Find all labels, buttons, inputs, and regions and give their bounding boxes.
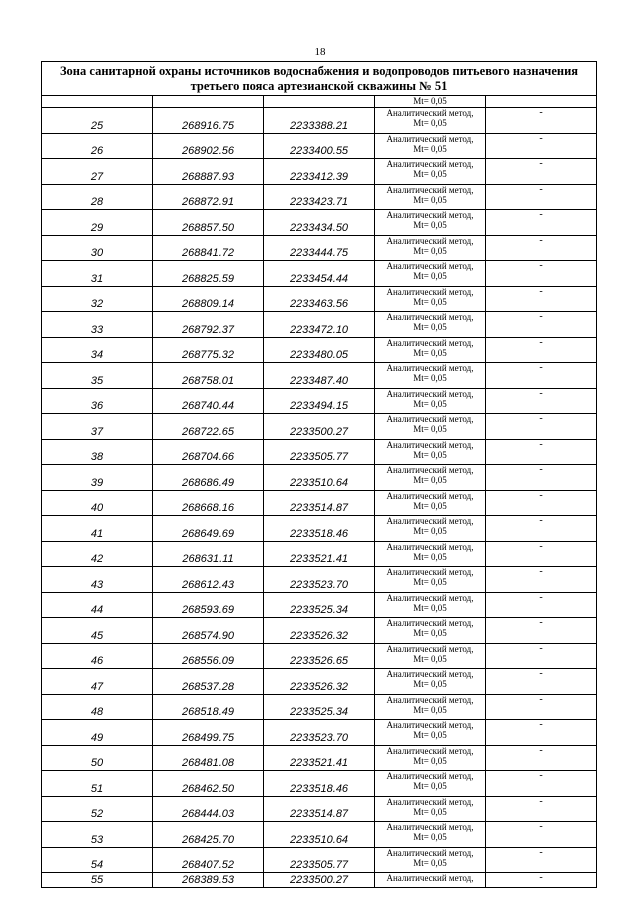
point-number: 38 [42,439,153,465]
point-number: 55 [42,873,153,888]
coordinate-x: 268481.08 [153,745,264,771]
cell-x [153,96,264,108]
method-precision: Mt= 0,05 [413,296,447,307]
coordinate-x: 268389.53 [153,873,264,888]
point-number: 53 [42,822,153,848]
accuracy-cell: - [486,490,597,516]
title-line-2: третьего пояса артезианской скважины № 51 [190,78,448,93]
point-number: 29 [42,210,153,236]
point-number: 28 [42,184,153,210]
method-name: Аналитический метод, [386,618,474,628]
table-row [42,235,597,261]
table-row [42,694,597,720]
method-cell [375,516,486,542]
method-precision: Mt= 0,05 [413,398,447,409]
method-name: Аналитический метод, [386,771,474,781]
accuracy-cell: - [486,261,597,287]
coordinates-table [41,61,597,888]
coordinate-x: 268916.75 [153,108,264,134]
coordinate-y: 2233521.41 [264,541,375,567]
method-precision: Mt= 0,05 [413,730,447,740]
coordinate-y: 2233480.05 [264,337,375,363]
table-row [42,592,597,618]
accuracy-cell: - [486,745,597,771]
method-cell [375,822,486,848]
table-row [42,337,597,363]
method-cell [375,414,486,440]
coordinate-y: 2233500.27 [264,873,375,888]
method-precision: Mt= 0,05 [413,96,447,106]
coordinate-y: 2233454.44 [264,261,375,287]
method-name: Аналитический метод, [386,184,474,195]
method-precision: Mt= 0,05 [413,475,447,485]
method-precision: Mt= 0,05 [413,526,447,536]
accuracy-cell: - [486,567,597,593]
table-row [42,796,597,822]
coordinate-y: 2233518.46 [264,771,375,797]
table-row [42,210,597,236]
method-precision: Mt= 0,05 [413,220,447,230]
coordinate-x: 268593.69 [153,592,264,618]
method-precision: Mt= 0,05 [413,628,447,638]
accuracy-cell: - [486,694,597,720]
table-row [42,643,597,669]
coordinate-x: 268902.56 [153,133,264,159]
accuracy-cell: - [486,439,597,465]
method-cell [375,133,486,159]
coordinate-x: 268407.52 [153,847,264,873]
coordinate-x: 268887.93 [153,159,264,185]
coordinate-y: 2233494.15 [264,388,375,414]
coordinate-x: 268425.70 [153,822,264,848]
table-row [42,745,597,771]
point-number: 32 [42,286,153,312]
method-name: Аналитический метод, [386,439,474,450]
coordinate-x: 268686.49 [153,465,264,491]
point-number: 40 [42,490,153,516]
coordinate-y: 2233444.75 [264,235,375,261]
method-precision: Mt= 0,05 [413,169,447,179]
coordinate-y: 2233400.55 [264,133,375,159]
method-name: Аналитический метод, [386,261,474,271]
method-cell [375,669,486,695]
method-name: Аналитический метод, [386,592,474,603]
method-cell [375,363,486,389]
table-row [42,363,597,389]
coordinate-x: 268556.09 [153,643,264,669]
table-row [42,822,597,848]
method-precision: Mt= 0,05 [413,271,447,281]
accuracy-cell: - [486,618,597,644]
method-precision: Mt= 0,05 [413,704,447,715]
table-row [42,159,597,185]
coordinate-x: 268631.11 [153,541,264,567]
coordinate-y: 2233526.32 [264,669,375,695]
table-row [42,286,597,312]
method-name: Аналитический метод, [386,643,474,654]
point-number: 35 [42,363,153,389]
method-cell [375,465,486,491]
table-row [42,414,597,440]
point-number: 36 [42,388,153,414]
method-precision: Mt= 0,05 [413,832,447,842]
point-number: 33 [42,312,153,338]
cell-y [264,96,375,108]
coordinate-x: 268825.59 [153,261,264,287]
table-row [42,184,597,210]
method-cell [375,618,486,644]
point-number: 45 [42,618,153,644]
table-row [42,388,597,414]
method-name: Аналитический метод, [386,745,474,756]
method-name: Аналитический метод, [386,235,474,246]
coordinate-x: 268462.50 [153,771,264,797]
table-row [42,439,597,465]
cell-num [42,96,153,108]
accuracy-cell: - [486,159,597,185]
method-precision: Mt= 0,05 [413,781,447,791]
method-cell [375,567,486,593]
table-body [42,62,597,888]
coordinate-x: 268841.72 [153,235,264,261]
method-precision: Mt= 0,05 [413,602,447,613]
point-number: 50 [42,745,153,771]
coordinate-y: 2233388.21 [264,108,375,134]
method-precision: Mt= 0,05 [413,373,447,383]
accuracy-cell: - [486,847,597,873]
coordinate-x: 268857.50 [153,210,264,236]
table-title [42,62,597,96]
table-row [42,312,597,338]
accuracy-cell: - [486,873,597,888]
cell-method [375,96,486,108]
method-name: Аналитический метод, [386,567,474,577]
accuracy-cell: - [486,235,597,261]
coordinate-y: 2233463.56 [264,286,375,312]
table-row [42,541,597,567]
method-name: Аналитический метод, [386,490,474,501]
table-row [42,108,597,134]
coordinate-x: 268537.28 [153,669,264,695]
accuracy-cell: - [486,643,597,669]
coordinate-y: 2233505.77 [264,439,375,465]
table-row [42,133,597,159]
accuracy-cell: - [486,516,597,542]
method-cell [375,159,486,185]
accuracy-cell: - [486,414,597,440]
coordinate-y: 2233423.71 [264,184,375,210]
point-number: 51 [42,771,153,797]
method-cell [375,541,486,567]
method-cell [375,388,486,414]
point-number: 25 [42,108,153,134]
method-precision: Mt= 0,05 [413,118,447,128]
accuracy-cell: - [486,363,597,389]
coordinate-x: 268740.44 [153,388,264,414]
table-row [42,261,597,287]
method-precision: Mt= 0,05 [413,424,447,434]
method-cell [375,235,486,261]
accuracy-cell: - [486,541,597,567]
title-line-1: Зона санитарной охраны источников водоснабжения и водопроводов питьевого назначения [59,63,579,78]
accuracy-cell: - [486,108,597,134]
point-number: 46 [42,643,153,669]
method-precision: Mt= 0,05 [413,755,447,766]
coordinate-x: 268518.49 [153,694,264,720]
point-number: 37 [42,414,153,440]
point-number: 47 [42,669,153,695]
coordinate-y: 2233487.40 [264,363,375,389]
table-row [42,847,597,873]
method-precision: Mt= 0,05 [413,245,447,256]
method-cell [375,796,486,822]
method-cell [375,771,486,797]
method-cell [375,873,486,888]
accuracy-cell: - [486,796,597,822]
table-row [42,720,597,746]
table-row [42,490,597,516]
method-name: Аналитический метод, [386,108,474,118]
method-name: Аналитический метод, [386,669,474,679]
coordinate-y: 2233526.65 [264,643,375,669]
method-name: Аналитический метод, [386,516,474,526]
coordinate-x: 268704.66 [153,439,264,465]
method-precision: Mt= 0,05 [413,857,447,868]
accuracy-cell: - [486,133,597,159]
coordinate-y: 2233412.39 [264,159,375,185]
method-cell [375,439,486,465]
coordinate-x: 268668.16 [153,490,264,516]
method-cell [375,286,486,312]
method-name: Аналитический метод, [386,159,474,169]
coordinate-x: 268758.01 [153,363,264,389]
continuation-row [42,96,597,108]
coordinate-y: 2233505.77 [264,847,375,873]
method-name: Аналитический метод, [386,286,474,297]
method-cell [375,312,486,338]
method-name: Аналитический метод, [386,465,474,475]
method-precision: Mt= 0,05 [413,322,447,332]
method-precision: Mt= 0,05 [413,653,447,664]
method-name: Аналитический метод, [386,873,474,883]
point-number: 42 [42,541,153,567]
method-cell [375,847,486,873]
coordinate-y: 2233514.87 [264,796,375,822]
accuracy-cell: - [486,286,597,312]
method-precision: Mt= 0,05 [413,449,447,460]
method-name: Аналитический метод, [386,796,474,807]
coordinate-y: 2233523.70 [264,720,375,746]
coordinate-x: 268444.03 [153,796,264,822]
method-cell [375,592,486,618]
coordinate-x: 268809.14 [153,286,264,312]
point-number: 30 [42,235,153,261]
coordinate-y: 2233523.70 [264,567,375,593]
accuracy-cell: - [486,312,597,338]
table-row [42,669,597,695]
method-name: Аналитический метод, [386,337,474,348]
method-cell [375,643,486,669]
table-row [42,771,597,797]
method-cell [375,490,486,516]
method-name: Аналитический метод, [386,312,474,322]
coordinate-y: 2233500.27 [264,414,375,440]
method-name: Аналитический метод, [386,388,474,399]
point-number: 31 [42,261,153,287]
accuracy-cell: - [486,184,597,210]
method-cell [375,694,486,720]
method-precision: Mt= 0,05 [413,806,447,817]
point-number: 48 [42,694,153,720]
cell-accuracy [486,96,597,108]
point-number: 41 [42,516,153,542]
point-number: 26 [42,133,153,159]
accuracy-cell: - [486,465,597,491]
accuracy-cell: - [486,210,597,236]
method-name: Аналитический метод, [386,210,474,220]
method-cell [375,745,486,771]
coordinate-x: 268574.90 [153,618,264,644]
method-name: Аналитический метод, [386,847,474,858]
coordinate-y: 2233518.46 [264,516,375,542]
method-precision: Mt= 0,05 [413,143,447,154]
coordinate-y: 2233510.64 [264,822,375,848]
table-row [42,567,597,593]
method-precision: Mt= 0,05 [413,500,447,511]
coordinate-x: 268722.65 [153,414,264,440]
method-name: Аналитический метод, [386,694,474,705]
method-precision: Mt= 0,05 [413,194,447,205]
method-cell [375,337,486,363]
coordinate-y: 2233472.10 [264,312,375,338]
method-precision: Mt= 0,05 [413,679,447,689]
coordinate-y: 2233525.34 [264,694,375,720]
title-row [42,62,597,96]
coordinate-x: 268499.75 [153,720,264,746]
point-number: 52 [42,796,153,822]
method-name: Аналитический метод, [386,133,474,144]
table-row [42,618,597,644]
accuracy-cell: - [486,337,597,363]
coordinate-y: 2233514.87 [264,490,375,516]
coordinate-y: 2233526.32 [264,618,375,644]
method-name: Аналитический метод, [386,720,474,730]
coordinate-y: 2233434.50 [264,210,375,236]
accuracy-cell: - [486,822,597,848]
accuracy-cell: - [486,720,597,746]
table-row [42,873,597,888]
coordinate-x: 268872.91 [153,184,264,210]
method-name: Аналитический метод, [386,363,474,373]
table-row [42,516,597,542]
coordinate-y: 2233510.64 [264,465,375,491]
method-precision: Mt= 0,05 [413,347,447,358]
method-cell [375,108,486,134]
coordinate-x: 268792.37 [153,312,264,338]
accuracy-cell: - [486,388,597,414]
method-cell [375,210,486,236]
method-cell [375,184,486,210]
table-row [42,465,597,491]
coordinate-y: 2233521.41 [264,745,375,771]
coordinate-x: 268649.69 [153,516,264,542]
method-name: Аналитический метод, [386,414,474,424]
method-name: Аналитический метод, [386,822,474,832]
accuracy-cell: - [486,592,597,618]
coordinate-y: 2233525.34 [264,592,375,618]
point-number: 39 [42,465,153,491]
page-number: 18 [314,46,326,58]
accuracy-cell: - [486,669,597,695]
coordinate-x: 268775.32 [153,337,264,363]
point-number: 43 [42,567,153,593]
point-number: 54 [42,847,153,873]
point-number: 44 [42,592,153,618]
point-number: 49 [42,720,153,746]
point-number: 27 [42,159,153,185]
method-precision: Mt= 0,05 [413,551,447,562]
point-number: 34 [42,337,153,363]
accuracy-cell: - [486,771,597,797]
method-name: Аналитический метод, [386,541,474,552]
method-cell [375,720,486,746]
method-precision: Mt= 0,05 [413,577,447,587]
method-cell [375,261,486,287]
coordinate-x: 268612.43 [153,567,264,593]
